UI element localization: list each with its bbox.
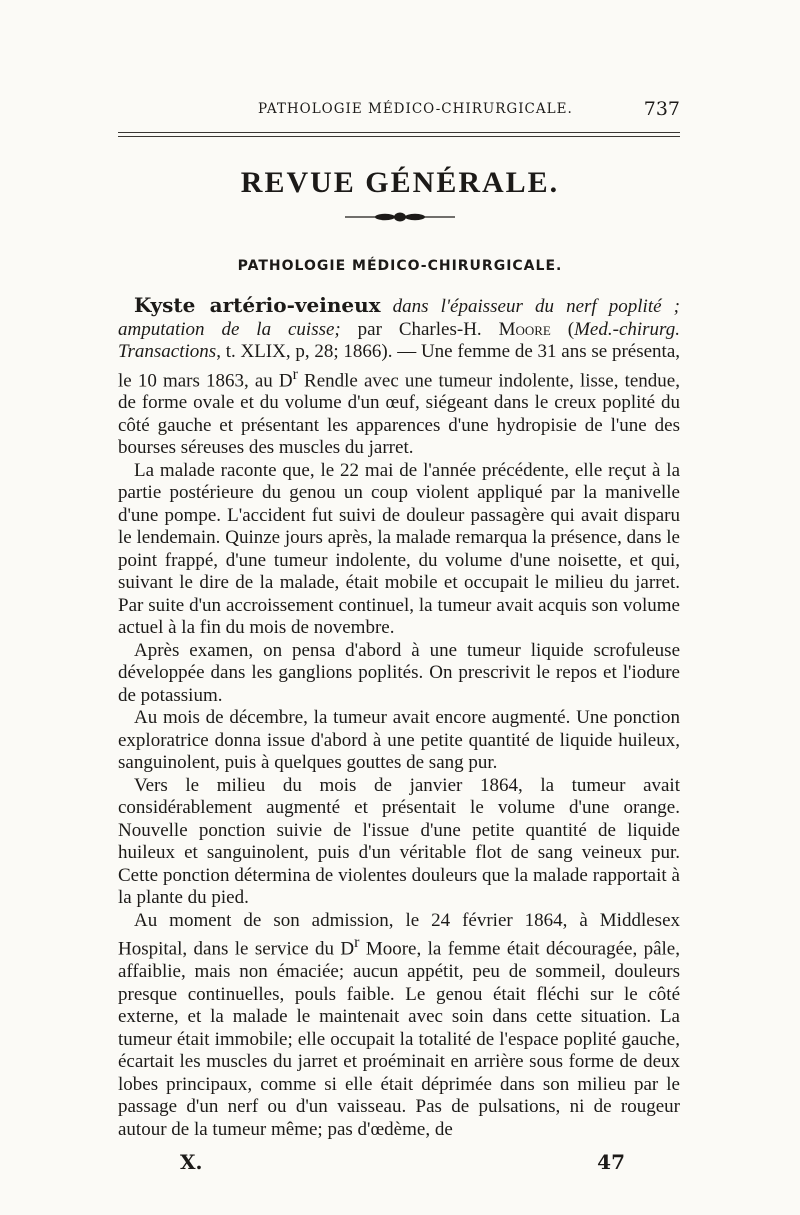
sheet-number: 47 xyxy=(597,1150,625,1174)
article-title: Kyste artério-veineux xyxy=(134,293,381,317)
article-source: Med.-chirurg. Transactions xyxy=(118,318,680,362)
header-rule-bottom xyxy=(118,136,680,137)
subsection-title: PATHOLOGIE MÉDICO-CHIRURGICALE. xyxy=(237,258,563,274)
article-paragraph xyxy=(118,294,680,460)
article-source-rest: , t. XLIX, p, 28; 1866). — Une femme de 31 ans se présenta, le 10 mars 1863, au D xyxy=(118,341,681,391)
article-paragraph: Après examen, on pensa d'abord à une tumeur liquide scrofuleuse développée dans les ganglions poplités. On prescrivit le repos et l'iodure de potassium. xyxy=(118,639,680,706)
running-head-title: PATHOLOGIE MÉDICO-CHIRURGICALE. xyxy=(258,101,573,117)
signature-mark: X. xyxy=(180,1150,203,1174)
article-p1-rest: Rendle avec une tumeur indolente, lisse, tendue, de forme ovale et du volume d'un œuf, siégeant dans le creux poplité du côté gauche et présentant les apparences d'une hydropisie de l'une des bourses séreuses des muscles du jarret. xyxy=(118,369,680,459)
ornament-divider xyxy=(345,208,455,226)
article-body xyxy=(118,294,680,1141)
header-rule-top xyxy=(118,132,680,133)
article-paragraph: Au mois de décembre, la tumeur avait encore augmenté. Une ponction exploratrice donna issue d'abord à une petite quantité de liquide huileux, sanguinolent, puis à quelques gouttes de sang pur. xyxy=(118,707,680,774)
article-paragraph: La malade raconte que, le 22 mai de l'année précédente, elle reçut à la partie postérieure du genou un coup violent appliqué par la manivelle d'une pompe. L'accident fut suivi de douleur passagère qui avait disparu le lendemain. Quinze jours après, la malade remarqua la présence, dans le point frappé, d'une tumeur indolente, du volume d'une noisette, et qui, suivant le dire de la malade, était mobile et occupait le milieu du jarret. Par suite d'un accroissement continuel, la tumeur avait acquis son volume actuel à la fin du mois de novembre. xyxy=(118,459,680,639)
p6-part-a: Au moment de son admission, le 24 février 1864, à Middlesex Hospital, dans le service du D xyxy=(118,909,680,960)
article-paragraph xyxy=(118,910,680,1141)
article-by: par Charles-H. xyxy=(340,318,499,340)
article-paragraph: Vers le milieu du mois de janvier 1864, la tumeur avait considérablement augmenté et présentait le volume d'une orange. Nouvelle ponction suivie de l'issue d'une petite quantité de liquide huileux et sanguinolent, puis d'un véritable flot de sang veineux pur. Cette ponction détermina de violentes douleurs que la malade rapportait à la plante du pied. xyxy=(118,774,680,909)
article-author: Moore xyxy=(498,318,551,340)
article-subtitle: dans l'épaisseur du nerf poplité ; amputation de la cuisse; xyxy=(118,296,680,340)
dr-superscript: r xyxy=(354,934,360,952)
dr-superscript: r xyxy=(292,365,298,383)
article-source-open: ( xyxy=(550,318,575,340)
section-title: REVUE GÉNÉRALE. xyxy=(240,166,560,199)
page-number: 737 xyxy=(643,98,680,120)
p6-part-b: Moore, la femme était découragée, pâle, affaiblie, mais non émaciée; aucun appétit, peu de sommeil, douleurs presque continuelles, pouls faible. Le genou était fléchi sur le côté externe, et la malade le maintenait avec soin dans cette situation. La tumeur était immobile; elle occupait la totalité de l'espace poplité gauche, écartait les muscles du jarret et proéminait en arrière sous forme de deux lobes principaux, comme si elle était déprimée dans son milieu par le passage d'un nerf ou d'un vaisseau. Pas de pulsations, ni de rougeur autour de la tumeur même; pas d'œdème, de xyxy=(118,938,680,1140)
